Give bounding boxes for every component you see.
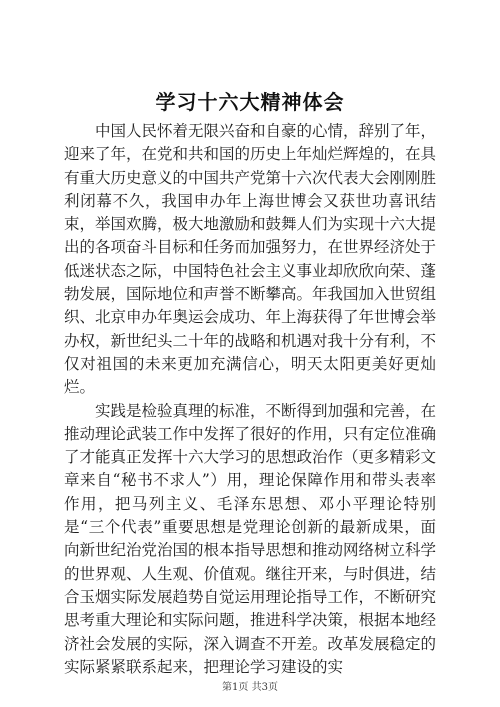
- paragraph-1: 中国人民怀着无限兴奋和自豪的心情，辞别了年，迎来了年，在党和共和国的历史上年灿烂辉煌的，在具有重大历史意义的中国共产党第十六次代表大会刚刚胜利闭幕不久，我国申办年上海世博会又获世功喜讯结束，举国欢腾，极大地激励和鼓舞人们为实现十六大提出的各项奋斗目标和任务而加强努力，在世界经济处于低迷状态之际，中国特色社会主义事业却欣欣向荣、蓬勃发展，国际地位和声誉不断攀高。年我国加入世贸组织、北京申办年奥运会成功、年上海获得了年世博会举办权，新世纪头二十年的战略和机遇对我十分有利，不仅对祖国的未来更加充满信心，明天太阳更美好更灿烂。: [64, 122, 437, 397]
- page-footer: 第1页 共3页: [222, 682, 278, 693]
- paragraph-2: 实践是检验真理的标准，不断得到加强和完善，在推动理论武装工作中发挥了很好的作用，只有定位准确了才能真正发挥十六大学习的思想政治作（更多精彩文章来自“秘书不求人”）用，理论保障作用和带头表率作用，把马列主义、毛泽东思想、邓小平理论特别是“三个代表”重要思想是党理论创新的最新成果，面向新世纪治党治国的根本指导思想和推动网络树立科学的世界观、人生观、价值观。继往开来，与时俱进，结合玉烟实际发展趋势自觉运用理论指导工作，不断研究思考重大理论和实际问题，推进科学决策，根据本地经济社会发展的实际，深入调查不开差。改革发展稳定的实际紧紧联系起来，把理论学习建设的实: [64, 401, 437, 676]
- document-body: [64, 120, 436, 679]
- document-title: 学习十六大精神体会: [155, 90, 345, 114]
